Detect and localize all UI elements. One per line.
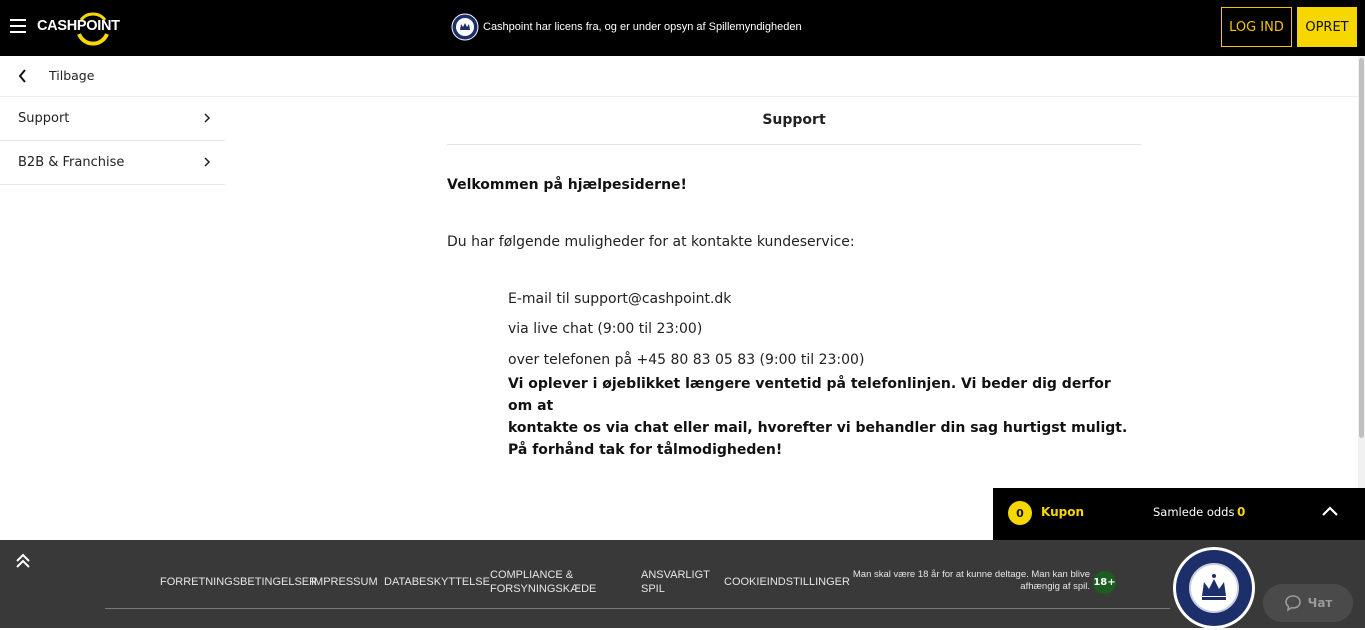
footer-divider <box>105 608 1170 609</box>
crown-seal-icon <box>451 13 479 41</box>
coupon-count-badge: 0 <box>1008 501 1032 525</box>
footer-link-terms[interactable]: FORRETNINGSBETINGELSER <box>160 576 318 588</box>
total-odds-value: 0 <box>1237 505 1246 519</box>
chevron-right-icon <box>203 156 211 168</box>
intro-text: Du har følgende muligheder for at kontakte kundeservice: <box>447 234 855 250</box>
footer-link-privacy[interactable]: DATABESKYTTELSE <box>384 576 490 588</box>
contact-option-chat: via live chat (9:00 til 23:00) <box>508 321 703 337</box>
notice-line: På forhånd tak for tålmodigheden! <box>508 442 783 458</box>
age-18-badge: 18+ <box>1093 571 1116 594</box>
login-button[interactable]: LOG IND <box>1221 7 1292 47</box>
age-notice-line: Man skal være 18 år for at kunne deltage. Man kan blive <box>852 569 1090 580</box>
chevron-right-icon <box>203 112 211 124</box>
footer-link-line: ANSVARLIGT <box>641 569 710 581</box>
wait-notice <box>508 373 1128 461</box>
menu-icon[interactable] <box>10 19 26 33</box>
license-banner <box>451 12 802 42</box>
page-scrollbar[interactable] <box>1358 56 1365 540</box>
footer-link-line: SPIL <box>641 583 665 595</box>
footer-link-cookie-settings[interactable]: COOKIEINDSTILLINGER <box>724 576 850 588</box>
footer-link-line: FORSYNINGSKÆDE <box>490 583 597 595</box>
scrollbar-thumb[interactable] <box>1359 58 1364 438</box>
chat-button[interactable] <box>1263 584 1353 622</box>
notice-line: kontakte os via chat eller mail, hvorefter vi behandler din sag hurtigst muligt. <box>508 420 1128 436</box>
sidebar-item-label: Support <box>18 111 70 126</box>
chevron-up-icon[interactable] <box>1320 504 1340 518</box>
main-content <box>447 97 1141 458</box>
license-text: Cashpoint har licens fra, og er under opsyn af Spillemyndigheden <box>483 21 802 33</box>
age-notice-line: afhængig af spil. <box>1020 581 1090 592</box>
contact-option-phone: over telefonen på +45 80 83 05 83 (9:00 til 23:00) <box>508 352 865 368</box>
footer-link-compliance[interactable] <box>490 568 596 596</box>
total-odds-label: Samlede odds <box>1153 505 1235 519</box>
footer-link-impressum[interactable]: IMPRESSUM <box>311 576 378 588</box>
logo-text: CASHPOINT <box>37 18 120 34</box>
age-notice <box>850 569 1090 593</box>
sidebar <box>0 97 225 185</box>
chat-bubble-icon <box>1284 594 1302 612</box>
back-link[interactable]: Tilbage <box>49 68 95 83</box>
scroll-to-top-icon[interactable] <box>14 552 32 570</box>
contact-option-email: E-mail til support@cashpoint.dk <box>508 291 732 307</box>
footer-link-responsible-gaming[interactable] <box>641 568 710 596</box>
top-header <box>0 0 1365 56</box>
notice-line: Vi oplever i øjeblikket længere ventetid på telefonlinjen. Vi beder dig derfor om at <box>508 376 1111 414</box>
footer-link-line: COMPLIANCE & <box>490 569 574 581</box>
coupon-label: Kupon <box>1041 505 1085 519</box>
sidebar-item-support[interactable] <box>0 97 225 141</box>
back-bar <box>0 56 1358 97</box>
signup-button[interactable]: OPRET <box>1297 7 1357 47</box>
betslip-bar[interactable] <box>993 488 1365 540</box>
chat-label: Чат <box>1307 596 1333 610</box>
spillemyndigheden-seal-icon[interactable] <box>1172 546 1256 630</box>
footer <box>0 540 1365 628</box>
welcome-heading: Velkommen på hjælpesiderne! <box>447 177 687 193</box>
sidebar-item-b2b-franchise[interactable] <box>0 141 225 185</box>
chevron-left-icon[interactable] <box>17 68 29 84</box>
page-title: Support <box>447 97 1141 145</box>
sidebar-item-label: B2B & Franchise <box>18 155 125 170</box>
